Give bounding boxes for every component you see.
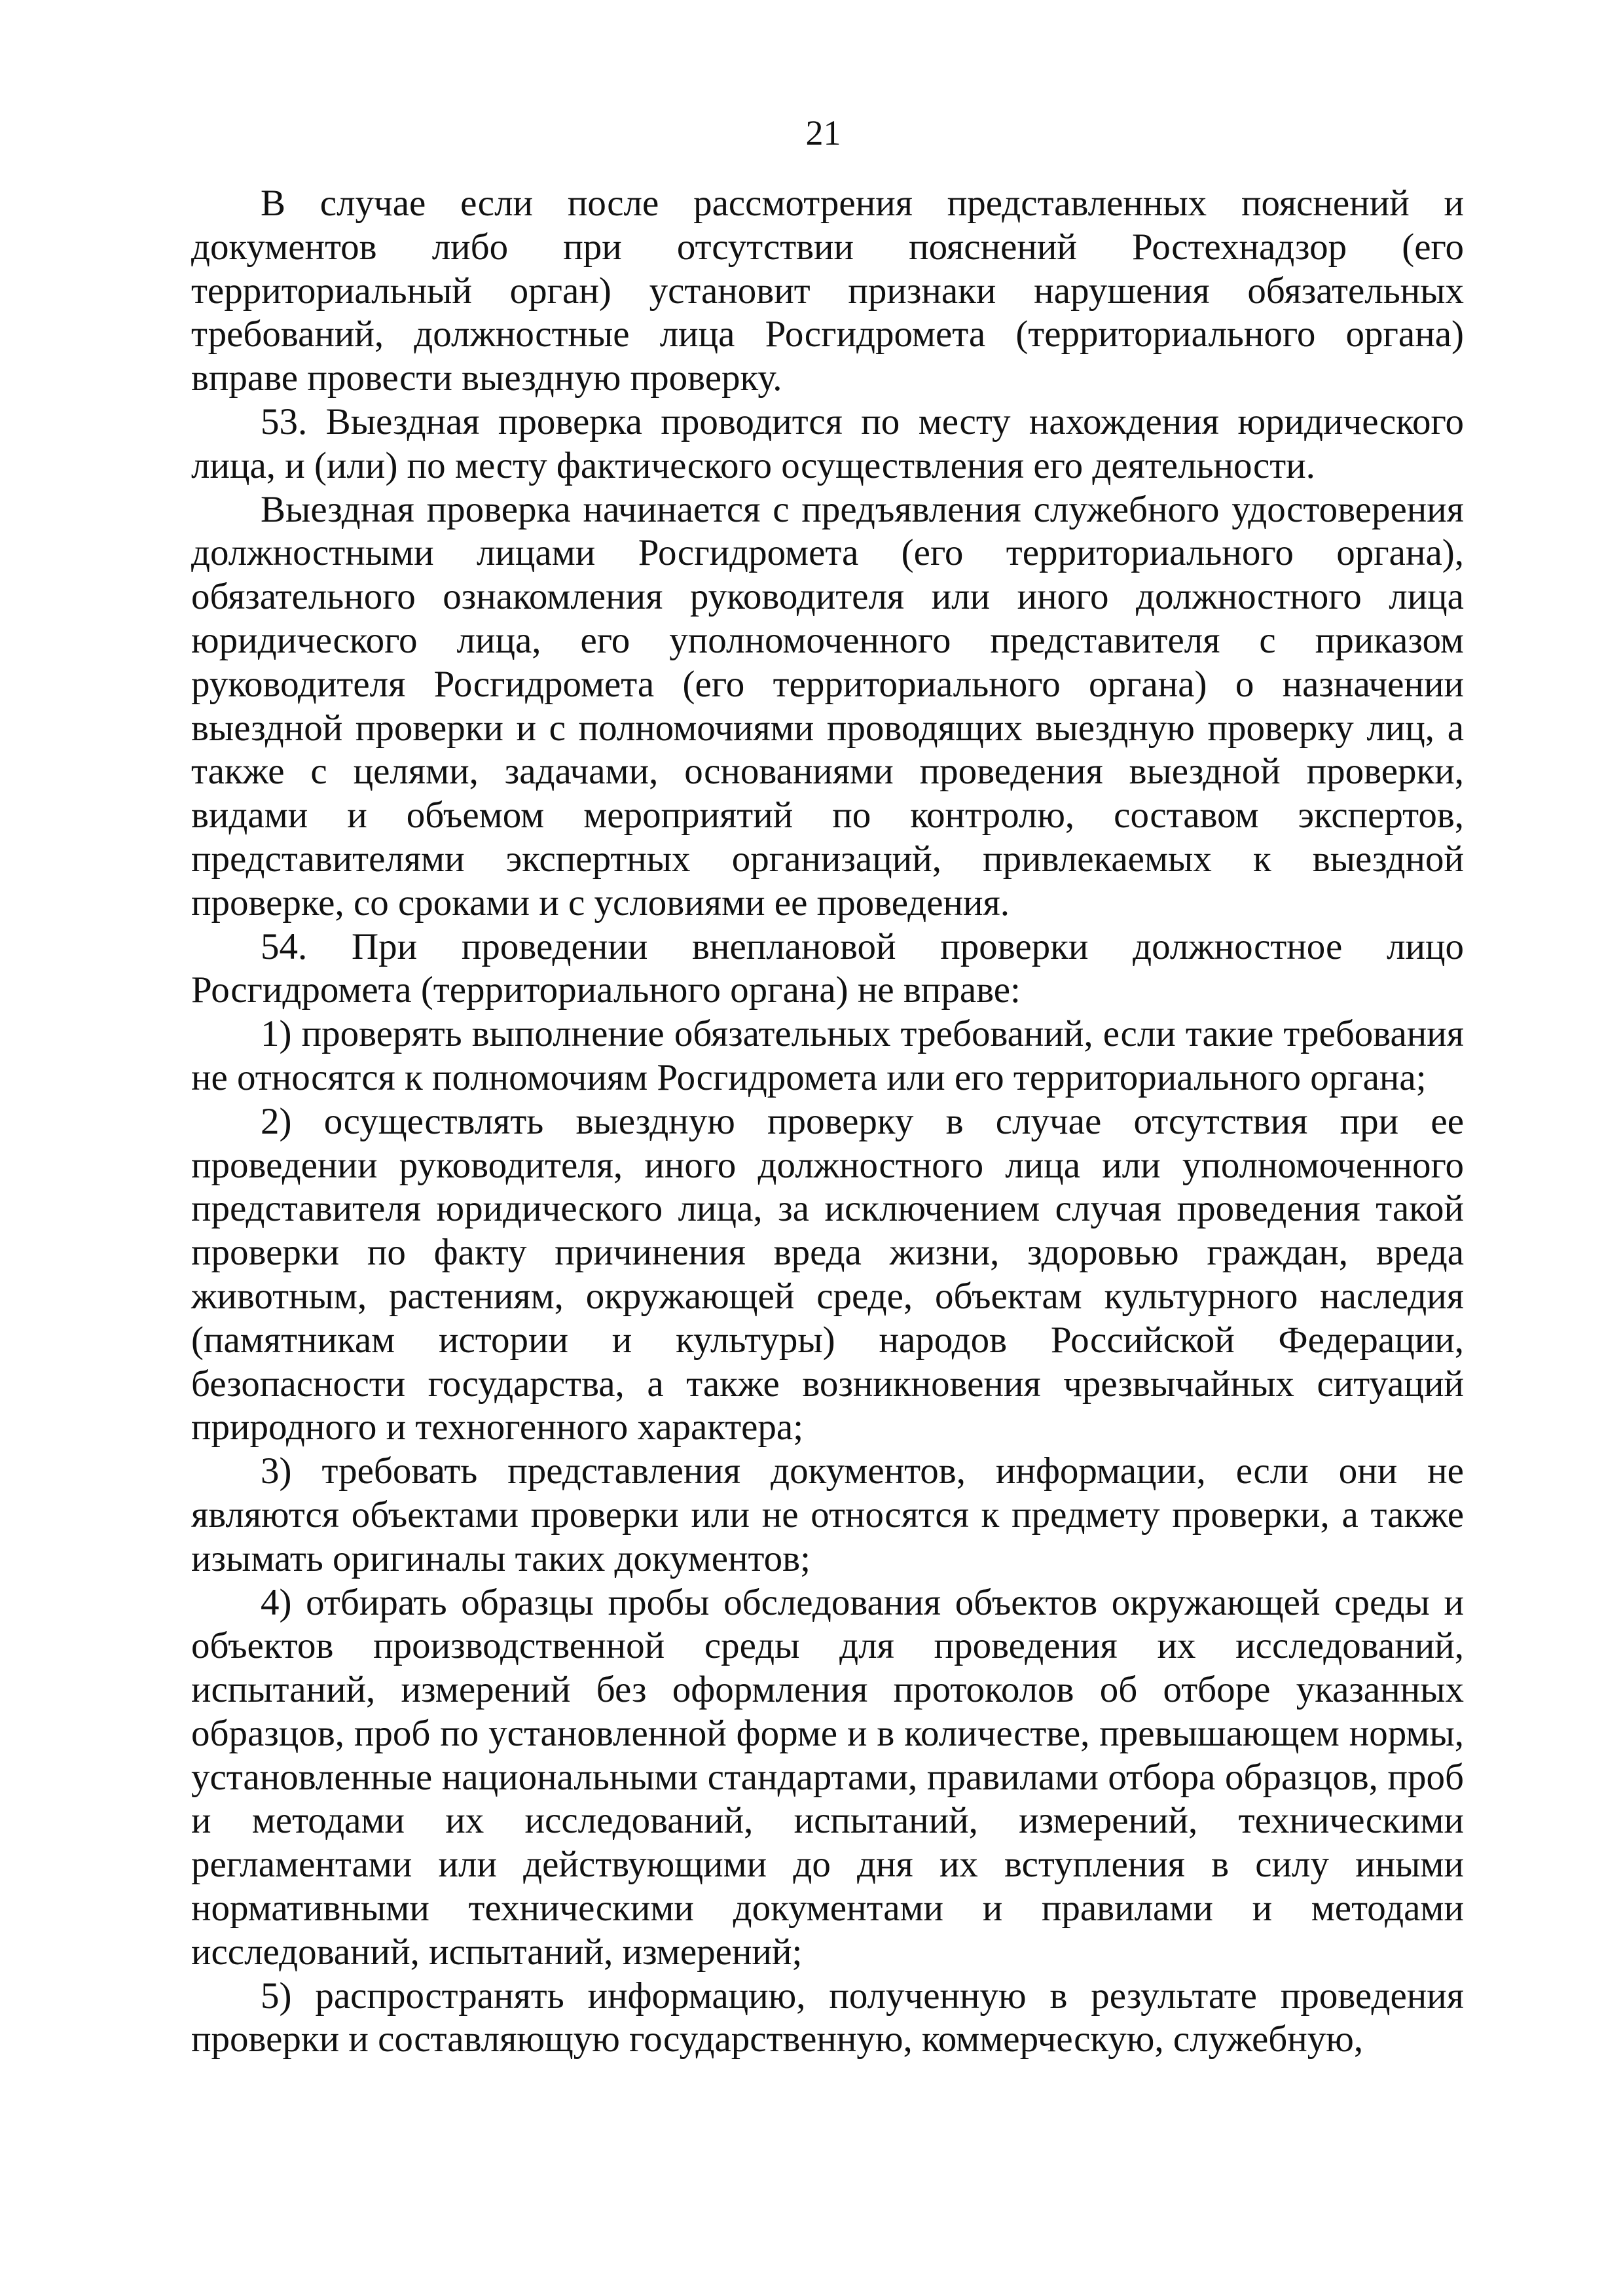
list-item-3: 3) требовать представления документов, информации, если они не являются объектами проверки или не относятся к предмету проверки, а также изымать оригиналы таких документов; (191, 1450, 1464, 1579)
list-item-2: 2) осуществлять выездную проверку в случае отсутствия при ее проведении руководителя, иного должностного лица или уполномоченного представителя юридического лица, за исключением случая проведения такой проверки по факту причинения вреда жизни, здоровью граждан, вреда животным, растениям, окружающей среде, объектам культурного наследия (памятникам истории и культуры) народов Российской Федерации, безопасности государства, а также возникновения чрезвычайных ситуаций природного и техногенного характера; (191, 1100, 1464, 1448)
paragraph-54: 54. При проведении внеплановой проверки должностное лицо Росгидромета (территориального органа) не вправе: (191, 925, 1464, 1011)
paragraph-53: 53. Выездная проверка проводится по месту нахождения юридического лица, и (или) по месту фактического осуществления его деятельности. (191, 401, 1464, 486)
page-number: 21 (805, 113, 841, 152)
list-item-4: 4) отбирать образцы пробы обследования объектов окружающей среды и объектов производственной среды для проведения их исследований, испытаний, измерений без оформления протоколов об отборе указанных образцов, проб по установленной форме и в количестве, превышающем нормы, установленные национальными стандартами, правилами отбора образцов, проб и методами их исследований, испытаний, измерений, техническими регламентами или действующими до дня их вступления в силу иными нормативными техническими документами и правилами и методами исследований, испытаний, измерений; (191, 1581, 1464, 1973)
paragraph-intro: В случае если после рассмотрения представленных пояснений и документов либо при отсутствии пояснений Ростехнадзор (его территориальный орган) установит признаки нарушения обязательных требований, должностные лица Росгидромета (территориального органа) вправе провести выездную проверку. (191, 183, 1464, 399)
document-body (191, 182, 1464, 2062)
list-item-5: 5) распространять информацию, полученную в результате проведения проверки и составляющую государственную, коммерческую, служебную, (191, 1975, 1464, 2060)
list-item-1: 1) проверять выполнение обязательных требований, если такие требования не относятся к полномочиям Росгидромета или его территориального органа; (191, 1013, 1464, 1098)
paragraph-53-inspection-start: Выездная проверка начинается с предъявления служебного удостоверения должностными лицами Росгидромета (его территориального органа), обязательного ознакомления руководителя или иного должностного лица юридического лица, его уполномоченного представителя с приказом руководителя Росгидромета (его территориального органа) о назначении выездной проверки и с полномочиями проводящих выездную проверку лиц, а также с целями, задачами, основаниями проведения выездной проверки, видами и объемом мероприятий по контролю, составом экспертов, представителями экспертных организаций, привлекаемых к выездной проверке, со сроками и с условиями ее проведения. (191, 488, 1464, 924)
